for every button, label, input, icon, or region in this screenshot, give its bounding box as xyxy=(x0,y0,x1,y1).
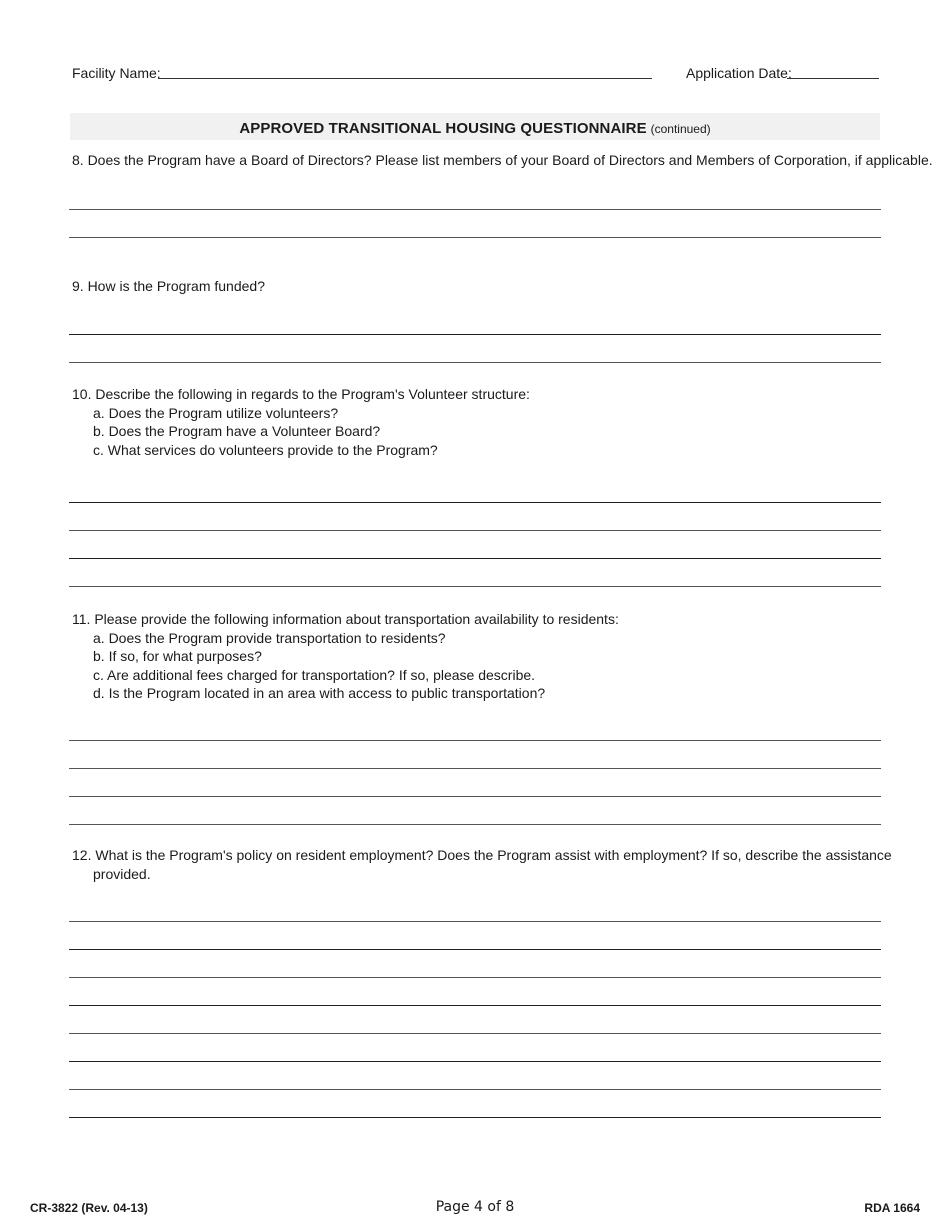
answer-line-9-2[interactable] xyxy=(69,362,881,363)
answer-line-10-4[interactable] xyxy=(69,586,881,587)
answer-line-12-1[interactable] xyxy=(69,921,881,922)
page-number: Page 4 of 8 xyxy=(435,1199,515,1215)
answer-line-11-4[interactable] xyxy=(69,824,881,825)
answer-line-11-1[interactable] xyxy=(69,740,881,741)
question-9 xyxy=(72,277,265,296)
answer-line-12-5[interactable] xyxy=(69,1033,881,1034)
question-10-text: 10. Describe the following in regards to the Program's Volunteer structure: xyxy=(72,386,530,402)
question-8-text: 8. Does the Program have a Board of Directors? Please list members of your Board of Directors and Members of Corporation, if applicable. xyxy=(72,152,933,168)
form-title: APPROVED TRANSITIONAL HOUSING QUESTIONNAIRE xyxy=(239,120,647,137)
question-10 xyxy=(72,385,530,459)
facility-name-field[interactable] xyxy=(158,78,652,79)
form-title-continued: (continued) xyxy=(650,122,711,136)
question-11-text: 11. Please provide the following information about transportation availability to residents: xyxy=(72,611,619,627)
application-date-label: Application Date: xyxy=(686,65,792,81)
answer-line-11-3[interactable] xyxy=(69,796,881,797)
question-10b: b. Does the Program have a Volunteer Board? xyxy=(93,423,381,439)
question-10a: a. Does the Program utilize volunteers? xyxy=(93,404,339,421)
question-12-text: 12. What is the Program's policy on resident employment? Does the Program assist with employment? If so, describe the assistance xyxy=(72,847,892,863)
answer-line-8-2[interactable] xyxy=(69,237,881,238)
question-11b: b. If so, for what purposes? xyxy=(93,648,262,664)
question-11 xyxy=(72,610,619,703)
question-11c: c. Are additional fees charged for transportation? If so, please describe. xyxy=(93,666,536,683)
facility-name-label: Facility Name: xyxy=(72,65,161,81)
answer-line-12-2[interactable] xyxy=(69,949,881,950)
answer-line-8-1[interactable] xyxy=(69,209,881,210)
form-id: CR-3822 (Rev. 04-13) xyxy=(30,1201,148,1215)
answer-line-11-2[interactable] xyxy=(69,768,881,769)
question-10c: c. What services do volunteers provide to the Program? xyxy=(93,441,438,458)
answer-line-12-8[interactable] xyxy=(69,1117,881,1118)
question-12-continuation: provided. xyxy=(93,865,151,882)
answer-line-12-6[interactable] xyxy=(69,1061,881,1062)
answer-line-10-1[interactable] xyxy=(69,502,881,503)
question-11d: d. Is the Program located in an area with access to public transportation? xyxy=(93,685,546,701)
answer-line-10-2[interactable] xyxy=(69,530,881,531)
form-code: RDA 1664 xyxy=(864,1201,920,1215)
question-8 xyxy=(72,151,933,170)
application-date-field[interactable] xyxy=(787,78,879,79)
question-12 xyxy=(72,846,892,883)
answer-line-12-4[interactable] xyxy=(69,1005,881,1006)
question-9-text: 9. How is the Program funded? xyxy=(72,278,265,294)
answer-line-9-1[interactable] xyxy=(69,334,881,335)
form-title-bar xyxy=(70,113,880,140)
answer-line-10-3[interactable] xyxy=(69,558,881,559)
answer-line-12-3[interactable] xyxy=(69,977,881,978)
question-11a: a. Does the Program provide transportation to residents? xyxy=(93,629,446,646)
answer-line-12-7[interactable] xyxy=(69,1089,881,1090)
